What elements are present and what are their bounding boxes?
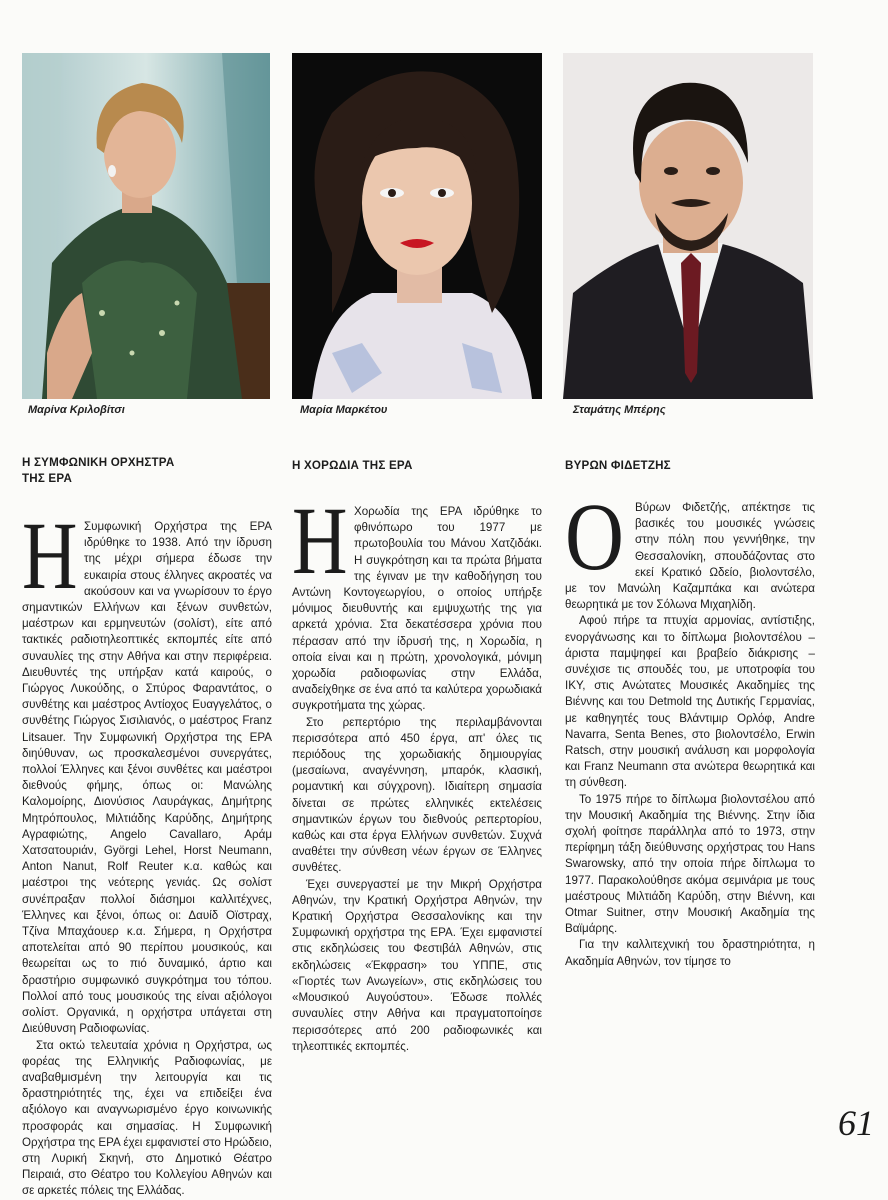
fidetzis-paragraph-1 (565, 483, 815, 613)
dropcap-orchestra: Η (22, 502, 78, 609)
photo-marina-krilovitsi (22, 53, 270, 399)
section-heading-orchestra-line2: ΤΗΣ ΕΡΑ (22, 472, 73, 485)
column-2 (292, 458, 542, 1055)
choir-paragraph-1 (292, 487, 542, 715)
column-1 (22, 455, 272, 1200)
caption-photo-3: Σταμάτης Μπέρης (573, 404, 666, 416)
fidetzis-paragraph-4: Για την καλλιτεχνική του δραστηριότητα, η Ακαδημία Αθηνών, τον τίμησε το (565, 938, 815, 968)
choir-paragraph-3: Έχει συνεργαστεί με την Μικρή Ορχήστρα Αθηνών, την Κρατική Ορχήστρα Αθηνών, την Κρατική Ορχήστρα Θεσσαλονίκης και την Συμφωνική ορχήστρα της ΕΡΑ. Έχει εμφανιστεί στις εκδηλώσεις του Φεστιβάλ Αθηνών, στις εκδηλώσεις «Έκφραση» του ΥΠΠΕ, στις «Γιορτές των Ανωγείων», στις εκδηλώσεις του «Μουσικού Αυγούστου». Έδωσε πολλές συναυλίες στην Αθήνα και πραγματοποίησε περισσότερες από 200 ραδιοφωνικές και τηλεοπτικές εκπομπές. (292, 877, 542, 1053)
photo-stamatis-beris (563, 53, 813, 399)
choir-paragraph-1-text: Χορωδία της ΕΡΑ ιδρύθηκε το φθινόπωρο του 1977 με πρωτοβουλία του Μάνου Χατζιδάκι. Η συγκρότηση και τα πρώτα βήματα της έγιναν με την καθοδήγηση του Αντώνη Κοντογεωργίου, ο οποίος υπήρξε μόνιμος διευθυντής και εμψυχωτής της για αρκετά χρόνια. Στα δεκατέσσερα χρόνια που πέρασαν από την ίδρυσή της, η Χορωδία, η οποία είναι και η πρώτη, χρονολογικά, μόνιμη χορωδία ραδιοφωνίας στην Ελλάδα, αναδείχθηκε σε ένα από τα καλύτερα χορωδιακά συγκροτήματα της χώρας. (292, 505, 542, 713)
caption-photo-1: Μαρίνα Κριλοβίτσι (28, 404, 125, 416)
column-3 (565, 458, 815, 970)
fidetzis-paragraph-2: Αφού πήρε τα πτυχία αρμονίας, αντίστιξης, ενοργάνωσης και το δίπλωμα βιολοντσέλου – άριστα παμψηφεί και βραβείο διάκρισης – συνέχισε τις σπουδές του, με υποτροφία του ΙΚΥ, στις Ανώτατες Μουσικές Ακαδημίες της Βιέννης και του Detmold της Δυτικής Γερμανίας, με καθηγητές τους Βλάντιμιρ Ορλόφ, Andre Navarra, Senta Benes, στο βιολοντσέλο, Erwin Ratsch, στην μουσική ανάλυση και μορφολογία και Franz Neumann στα ανώτερα θεωρητικά και τη σύνθεση. (565, 614, 815, 790)
section-heading-fidetzis: ΒΥΡΩΝ ΦΙΔΕΤΖΗΣ (565, 459, 671, 472)
orchestra-paragraph-2: Στα οκτώ τελευταία χρόνια η Ορχήστρα, ως φορέας της Ελληνικής Ραδιοφωνίας, με αναβαθμισμένη την λειτουργία και τις δραστηριότητές της, έχει να επιδείξει ένα αξιόλογο και αναγνωρισμένο έργο κοινωνικής προσφοράς και σημασίας. Η Συμφωνική Ορχήστρα της ΕΡΑ έχει εμφανιστεί στο Ηρώδειο, στη Λυρική Σκηνή, στο Δημοτικό Θέατρο Πειραιά, στο Θέατρο του Κολλεγίου Αθηνών και σε αρκετές πόλεις της Ελλάδας. (22, 1038, 272, 1198)
orchestra-paragraph-1-text: Συμφωνική Ορχήστρα της ΕΡΑ ιδρύθηκε το 1938. Από την ίδρυση της μέχρι σήμερα έδωσε την ευκαιρία στους έλληνες ακροατές να ακούσουν και να γνωρίσουν το έργο σημαντικών Ελλήνων και ξένων συνθετών, μαέστρων και ερμηνευτών (σολίστ), είτε από τακτικές ραδιοτηλεοπτικές εκπομπές είτε από συναυλίες της στην Αθήνα και στην περιφέρεια. Διευθυντές της υπήρξαν κατά καιρούς, ο Γιώργος Λυκούδης, ο Σπύρος Φαραντάτος, ο συνθέτης και μαέστρος Αντίοχος Ευαγγελάτος, ο συνθέτης Γιώργος Σισιλιανός, ο μαέστρος Franz Litsauer. Την Συμφωνική Ορχήστρα της ΕΡΑ διηύθυναν, ως προσκαλεσμένοι συνεργάτες, πολλοί Έλληνες και ξένοι συνθέτες και μαέστροι διεθνούς φήμης, όπως οι: Μανώλης Καλομοίρης, Διονύσιος Λαυράγκας, Δημήτρης Μητρόπουλος, Μιλτιάδης Καρύδης, Δημήτρης Αγραφιώτης, Angelo Cavallaro, Αράμ Χατσατουριάν, Györgi Lehel, Horst Neumann, Anton Nanut, Rolf Reuter κ.α. καθώς και μαέστροι της νεότερης γενιάς. Ως σολίστ συνέπραξαν πολλοί διάσημοι καλλιτέχνες, Έλληνες και ξένοι, όπως οι: Δαυίδ Οϊστραχ, Τζίνα Μπαχάουερ κ.α. Σήμερα, η Ορχήστρα αποτελείται από 90 περίπου μουσικούς, και θεωρείται ως το πιό δυναμικό, άρτιο και δραστήριο συμφωνικό συγκρότημα του τόπου. Πολλοί από τους μουσικούς της είναι αξιόλογοι σολίστ. Οργανικά, η ορχήστρα υπάγεται στη Διεύθυνση Ραδιοφωνίας. (22, 520, 272, 1036)
dropcap-choir: Η (292, 487, 348, 594)
section-heading-choir: Η ΧΟΡΩΔΙΑ ΤΗΣ ΕΡΑ (292, 459, 413, 472)
page-number: 61 (838, 1103, 874, 1143)
photo-maria-marketou (292, 53, 542, 399)
fidetzis-paragraph-1-text: Βύρων Φιδετζής, απέκτησε τις βασικές του μουσικές γνώσεις στην πόλη που γεννήθηκε, την Θεσσαλονίκη, σπουδάζοντας στο εκεί Κρατικό Ωδείο, βιολοντσέλο, με τον Μανώλη Καζαμπάκα και ανώτερα θεωρητικά με τον Σόλωνα Μιχαηλίδη. (565, 501, 815, 612)
section-heading-orchestra-line1: Η ΣΥΜΦΩΝΙΚΗ ΟΡΧΗΣΤΡΑ (22, 456, 175, 469)
fidetzis-paragraph-3: Το 1975 πήρε το δίπλωμα βιολοντσέλου από την Μουσική Ακαδημία της Βιέννης. Στην ίδια σχολή φοίτησε παράλληλα από το 1973, στην περίφημη τάξη διεύθυνσης ορχήστρας του Hans Swarowsky, από την οποία πήρε δίπλωμα το 1977. Παρακολούθησε ακόμα σεμινάρια με τους μαέστρους Μιλτιάδη Καρύδη, στην Βιέννη, και Otmar Suitner, στην Μουσική Ακαδημία της Βαϊμάρης. (565, 792, 815, 936)
dropcap-fidetzis: Ο (565, 483, 624, 590)
choir-paragraph-2: Στο ρεπερτόριο της περιλαμβάνονται περισσότερα από 450 έργα, απ' όλες τις περιόδους της χορωδιακής δημιουργίας (μεσαίωνα, αναγέννηση, μπαρόκ, κλασική, ρομαντική και σύγχρονη). Ιδιαίτερη σημασία δίνεται σε πρώτες ελληνικές εκτελέσεις σημαντικών έργων του διεθνούς ρεπερτορίου, καθώς και στα έργα Ελλήνων συνθετών. Συχνά αναθέτει την σύνθεση νέων έργων σε Έλληνες συνθέτες. (292, 715, 542, 875)
orchestra-paragraph-1 (22, 502, 272, 1038)
caption-photo-2: Μαρία Μαρκέτου (300, 404, 388, 416)
